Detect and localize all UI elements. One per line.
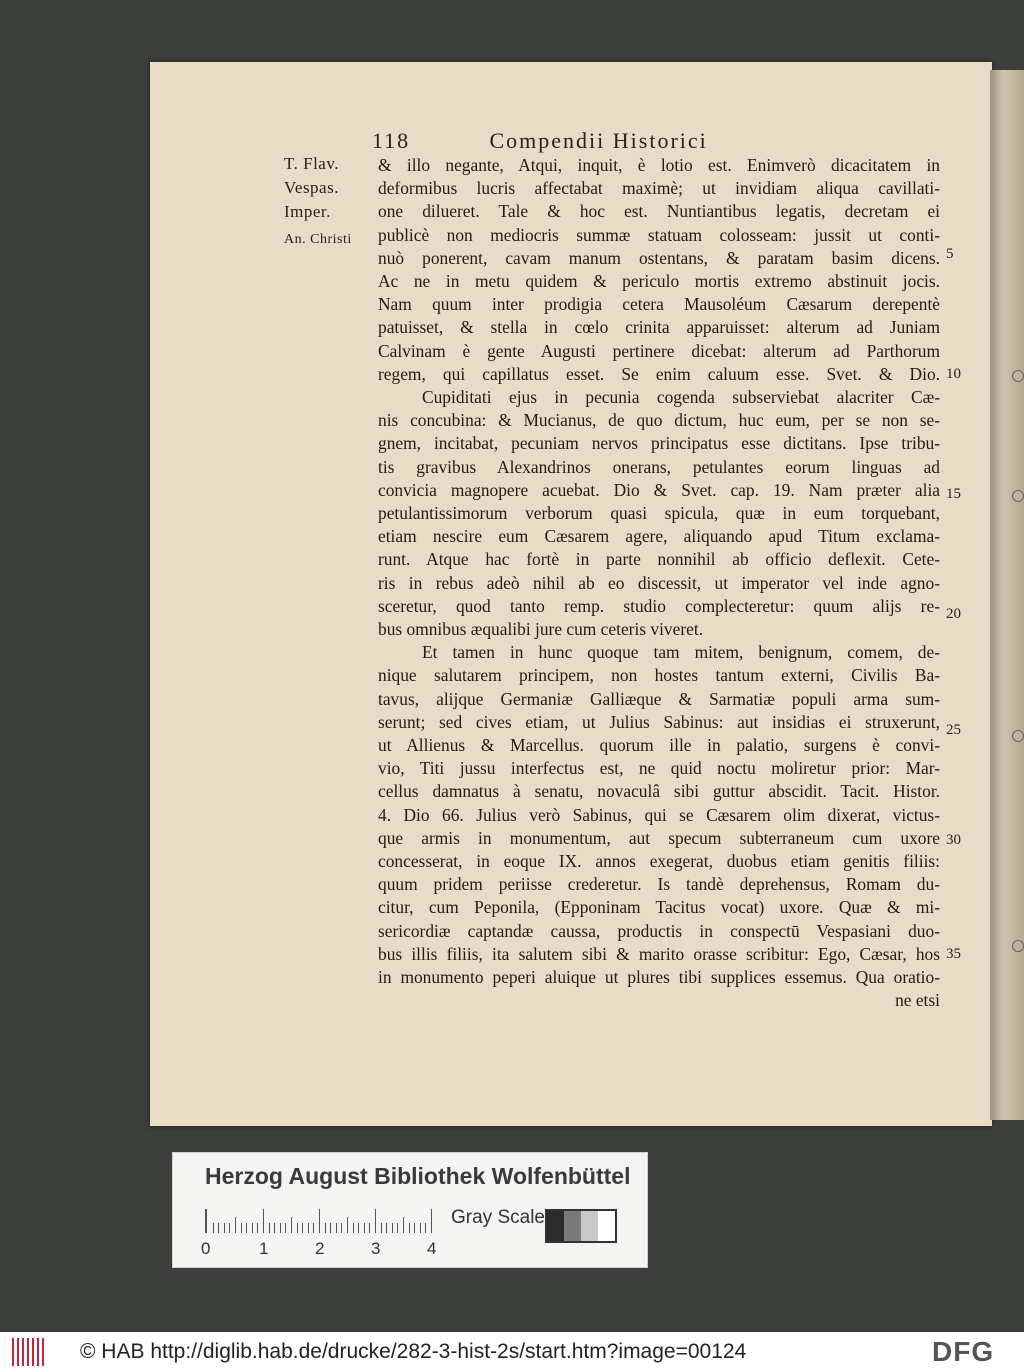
ruler-tick bbox=[274, 1223, 275, 1233]
ruler-tick bbox=[330, 1223, 331, 1233]
text-line: ris in rebus adeò nihil ab eo discessit, ut imperator vel inde agno- bbox=[378, 572, 940, 593]
ruler-tick bbox=[386, 1223, 387, 1233]
line-number: 5 bbox=[946, 246, 954, 262]
text-line: petulantissimorum verborum quasi spicula, quæ in eum torquebant, bbox=[378, 503, 940, 523]
ruler-tick bbox=[319, 1209, 320, 1233]
text-line: nuò ponerent, cavam manum ostentans, & paratam basim dicens. bbox=[378, 247, 940, 268]
ruler-tick bbox=[347, 1217, 348, 1233]
text-line: patuisset, & stella in cœlo crinita apparuisset: alterum ad Juniam bbox=[378, 317, 940, 338]
text-line: & illo negante, Atqui, inquit, è lotio est. Enimverò dicacitatem in bbox=[378, 155, 940, 175]
ruler-number: 4 bbox=[427, 1239, 437, 1258]
text-line: bus illis filiis, ita salutem sibi & marito orasse scribitur: Ego, Cæsar, hos bbox=[378, 943, 940, 964]
ruler-tick bbox=[218, 1223, 219, 1233]
ruler-tick bbox=[280, 1223, 281, 1233]
text-line: regem, qui capillatus esset. Se enim caluum esse. Svet. & Dio. bbox=[378, 363, 940, 384]
text-line: convicia magnopere acuebat. Dio & Svet. cap. 19. Nam præter alia bbox=[378, 479, 940, 500]
text-line: citur, cum Peponila, (Epponinam Tacitus vocat) uxore. Quæ & mi- bbox=[378, 897, 940, 918]
ruler-tick bbox=[369, 1223, 370, 1233]
binding-hole bbox=[1012, 940, 1024, 952]
text-line: Nam quum inter prodigia cetera Mausoléum Cæsarum derepentè bbox=[378, 294, 940, 315]
library-name: Herzog August Bibliothek Wolfenbüttel bbox=[205, 1163, 631, 1189]
ruler-tick bbox=[313, 1223, 314, 1233]
hab-logo-icon bbox=[12, 1338, 46, 1366]
line-number: 30 bbox=[946, 832, 961, 848]
ruler-tick bbox=[325, 1223, 326, 1233]
gray-swatch bbox=[564, 1211, 581, 1241]
ruler-tick bbox=[257, 1223, 258, 1233]
ruler-tick bbox=[403, 1217, 404, 1233]
text-line: tis gravibus Alexandrinos onerans, petulantes eorum linguas ad bbox=[378, 456, 940, 477]
ruler-tick bbox=[241, 1223, 242, 1233]
footer-url[interactable]: © HAB http://diglib.hab.de/drucke/282-3-hist-2s/start.htm?image=00124 bbox=[80, 1340, 747, 1363]
text-line: Et tamen in hunc quoque tam mitem, benignum, comem, de- bbox=[422, 642, 940, 663]
text-line: 4. Dio 66. Julius verò Sabinus, qui se Cæsarem olim dixerat, victus- bbox=[378, 804, 940, 825]
gray-scale-label: Gray Scale bbox=[451, 1207, 545, 1228]
ruler-tick bbox=[291, 1217, 292, 1233]
text-line: publicè non mediocris summæ statuam colosseam: jussit ut conti- bbox=[378, 224, 940, 245]
text-line: concesserat, in eoque IX. annos exegerat, duobus etiam genitis filiis: bbox=[378, 851, 940, 871]
ruler-tick bbox=[353, 1223, 354, 1233]
gray-swatch bbox=[547, 1211, 564, 1241]
ruler-tick bbox=[263, 1209, 264, 1233]
line-number: 10 bbox=[946, 366, 961, 382]
line-number: 35 bbox=[946, 946, 961, 962]
ruler-number: 1 bbox=[259, 1239, 269, 1258]
ruler bbox=[205, 1209, 447, 1233]
running-title: Compendii Historici bbox=[489, 128, 708, 153]
text-line: etiam nescire eum Cæsarem agere, aliquando apud Titum exclama- bbox=[378, 526, 940, 547]
ruler-tick bbox=[409, 1223, 410, 1233]
ruler-tick bbox=[269, 1223, 270, 1233]
ruler-tick bbox=[229, 1223, 230, 1233]
text-line: Calvinam è gente Augusti pertinere dicebat: alterum ad Parthorum bbox=[378, 340, 940, 361]
ruler-tick bbox=[336, 1223, 337, 1233]
gray-scale-swatches bbox=[545, 1209, 617, 1243]
text-line: cellus damnatus à senatu, novaculâ sibi guttur abscidit. Tacit. Histor. bbox=[378, 781, 940, 802]
text-line: sericordiæ captandæ caussa, productis in conspectū Vespasiani duo- bbox=[378, 920, 940, 941]
color-scale-card bbox=[172, 1152, 648, 1268]
ruler-tick bbox=[381, 1223, 382, 1233]
text-line: gnem, incitabat, pecuniam nervos principatus esse dictitans. Ipse tribu- bbox=[378, 433, 940, 454]
ruler-tick bbox=[235, 1217, 236, 1233]
text-line: nis concubina: & Mucianus, de quo dictum, huc eum, per se non se- bbox=[378, 410, 940, 431]
margin-note: An. Christi bbox=[284, 232, 352, 247]
margin-note: Imper. bbox=[284, 202, 331, 221]
text-line: one dilueret. Tale & hoc est. Nuntiantibus legatis, decretam ei bbox=[378, 201, 940, 222]
ruler-tick bbox=[375, 1209, 376, 1233]
ruler-number: 2 bbox=[315, 1239, 325, 1258]
text-line: quum pridem periisse crederetur. Is tandè deprehensus, Romam du- bbox=[378, 874, 940, 895]
ruler-tick bbox=[308, 1223, 309, 1233]
text-line: que armis in monumentum, aut specum subterraneum cum uxore bbox=[378, 827, 940, 848]
ruler-tick bbox=[302, 1223, 303, 1233]
ruler-tick bbox=[297, 1223, 298, 1233]
ruler-tick bbox=[285, 1223, 286, 1233]
ruler-tick bbox=[431, 1209, 432, 1233]
text-line: ne etsi bbox=[895, 990, 940, 1011]
text-line: Ac ne in metu quidem & periculo mortis extremo abstinuit jocis. bbox=[378, 271, 940, 291]
ruler-tick bbox=[246, 1223, 247, 1233]
text-line: Cupiditati ejus in pecunia cogenda subserviebat alacriter Cæ- bbox=[422, 387, 940, 407]
gray-swatch bbox=[581, 1211, 598, 1241]
ruler-tick bbox=[397, 1223, 398, 1233]
text-line: bus omnibus æqualibi jure cum ceteris viveret. bbox=[378, 619, 704, 639]
footer-bar bbox=[0, 1332, 1024, 1372]
margin-note: Vespas. bbox=[284, 178, 339, 197]
binding-hole bbox=[1012, 370, 1024, 382]
ruler-tick bbox=[425, 1223, 426, 1233]
ruler-tick bbox=[213, 1223, 214, 1233]
text-line: serunt; sed cives etiam, ut Julius Sabinus: aut insidias ei struxerunt, bbox=[378, 711, 940, 732]
ruler-tick bbox=[420, 1223, 421, 1233]
text-line: deformibus lucris affectabat maximè; ut invidiam aliqua cavillati- bbox=[378, 178, 940, 199]
margin-note: T. Flav. bbox=[284, 154, 339, 173]
line-number: 25 bbox=[946, 722, 961, 738]
text-line: nique salutarem principem, non hostes tantum externi, Civilis Ba- bbox=[378, 665, 940, 686]
ruler-tick bbox=[341, 1223, 342, 1233]
text-line: runt. Atque hac fortè in parte nonnihil ab officio deflexit. Cete- bbox=[378, 549, 940, 570]
page-gutter bbox=[990, 70, 1024, 1120]
dfg-logo: DFG bbox=[932, 1336, 995, 1367]
ruler-tick bbox=[392, 1223, 393, 1233]
text-line: sceretur, quod tanto remp. studio complecteretur: quum alijs re- bbox=[378, 595, 940, 616]
text-line: tavus, alijque Germaniæ Galliæque & Sarmatiæ populi arma sum- bbox=[378, 688, 940, 709]
ruler-number: 0 bbox=[201, 1239, 211, 1258]
ruler-tick bbox=[364, 1223, 365, 1233]
page-number: 118 bbox=[372, 128, 411, 153]
ruler-tick bbox=[252, 1223, 253, 1233]
text-line: ut Allienus & Marcellus. quorum ille in palatio, surgens è convi- bbox=[378, 735, 940, 755]
binding-hole bbox=[1012, 490, 1024, 502]
ruler-tick bbox=[414, 1223, 415, 1233]
running-head bbox=[372, 128, 832, 154]
ruler-tick bbox=[358, 1223, 359, 1233]
gray-swatch bbox=[598, 1211, 615, 1241]
ruler-tick bbox=[224, 1223, 225, 1233]
text-line: vio, Titi jussu interfectus est, ne quid noctu moliretur prior: Mar- bbox=[378, 758, 940, 779]
line-number: 20 bbox=[946, 606, 961, 622]
text-line: in monumento peperi aluique ut plures tibi supplices essemus. Qua oratio- bbox=[378, 967, 940, 987]
binding-hole bbox=[1012, 730, 1024, 742]
ruler-number: 3 bbox=[371, 1239, 381, 1258]
line-number: 15 bbox=[946, 486, 961, 502]
